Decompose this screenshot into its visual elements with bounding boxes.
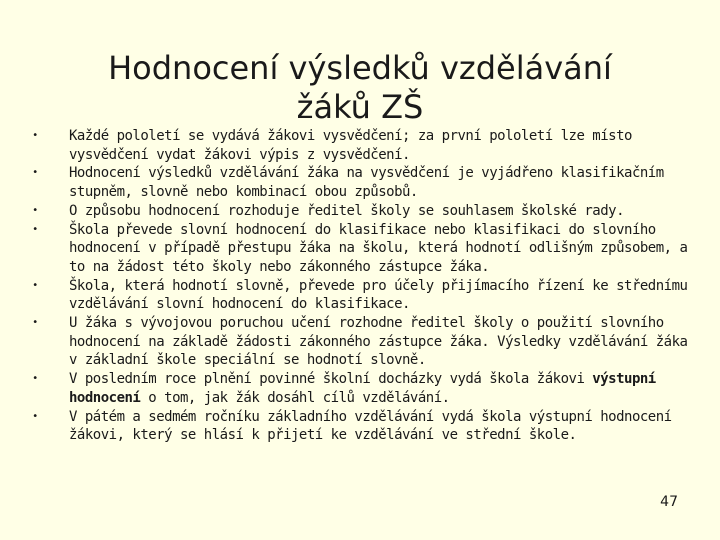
bullet-text: O způsobu hodnocení rozhoduje ředitel školy se souhlasem školské rady. <box>69 202 625 219</box>
bullet-text-emphasis: výstupní hodnocení <box>69 371 656 406</box>
bullet-icon: • <box>32 223 38 235</box>
list-item <box>30 221 690 277</box>
bullet-text <box>69 370 690 407</box>
bullet-icon: • <box>32 204 38 216</box>
list-item <box>30 408 690 445</box>
bullet-text: U žáka s vývojovou poruchou učení rozhodne ředitel školy o použití slovního hodnocení na základě žádosti zákonného zástupce žáka. Výsledky vzdělávání žáka v základní škole speciální se hodnotí slovně. <box>69 315 688 369</box>
bullet-text: V pátém a sedmém ročníku základního vzdělávání vydá škola výstupní hodnocení žákovi, který se hlásí k přijetí ke vzdělávání ve střední škole. <box>69 408 672 444</box>
bullet-icon: • <box>32 373 38 385</box>
bullet-text-part: V posledním roce plnění povinné školní docházky vydá škola žákovi <box>69 371 593 388</box>
list-item <box>30 127 690 164</box>
bullet-text-part: o tom, jak žák dosáhl cílů vzdělávání. <box>140 389 450 406</box>
slide-title <box>40 49 680 127</box>
list-item <box>30 164 690 201</box>
bullet-icon: • <box>32 167 38 179</box>
bullet-icon: • <box>32 317 38 329</box>
list-item <box>30 370 690 407</box>
bullet-list <box>30 127 690 445</box>
list-item <box>30 202 690 221</box>
bullet-icon: • <box>32 130 38 141</box>
list-item <box>30 314 690 370</box>
bullet-text: Škola převede slovní hodnocení do klasifikace nebo klasifikaci do slovního hodnocení v případě přestupu žáka na školu, která hodnotí odlišným způsobem, a to na žádost této školy nebo zákonného zástupce žáka. <box>69 221 688 275</box>
page-number: 47 <box>660 494 678 510</box>
bullet-icon: • <box>32 279 38 291</box>
slide-title-line-1: Hodnocení výsledků vzdělávání <box>108 49 612 88</box>
slide-title-line-2: žáků ZŠ <box>296 88 424 127</box>
bullet-text: Hodnocení výsledků vzdělávání žáka na vysvědčení je vyjádřeno klasifikačním stupněm, slovně nebo kombinací obou způsobů. <box>69 165 664 201</box>
bullet-text: Každé pololetí se vydává žákovi vysvědčení; za první pololetí lze místo vysvědčení vydat žákovi výpis z vysvědčení. <box>69 128 632 163</box>
bullet-icon: • <box>32 410 38 422</box>
list-item <box>30 277 690 314</box>
bullet-text: Škola, která hodnotí slovně, převede pro účely přijímacího řízení ke střednímu vzdělávání slovní hodnocení do klasifikace. <box>69 277 688 313</box>
